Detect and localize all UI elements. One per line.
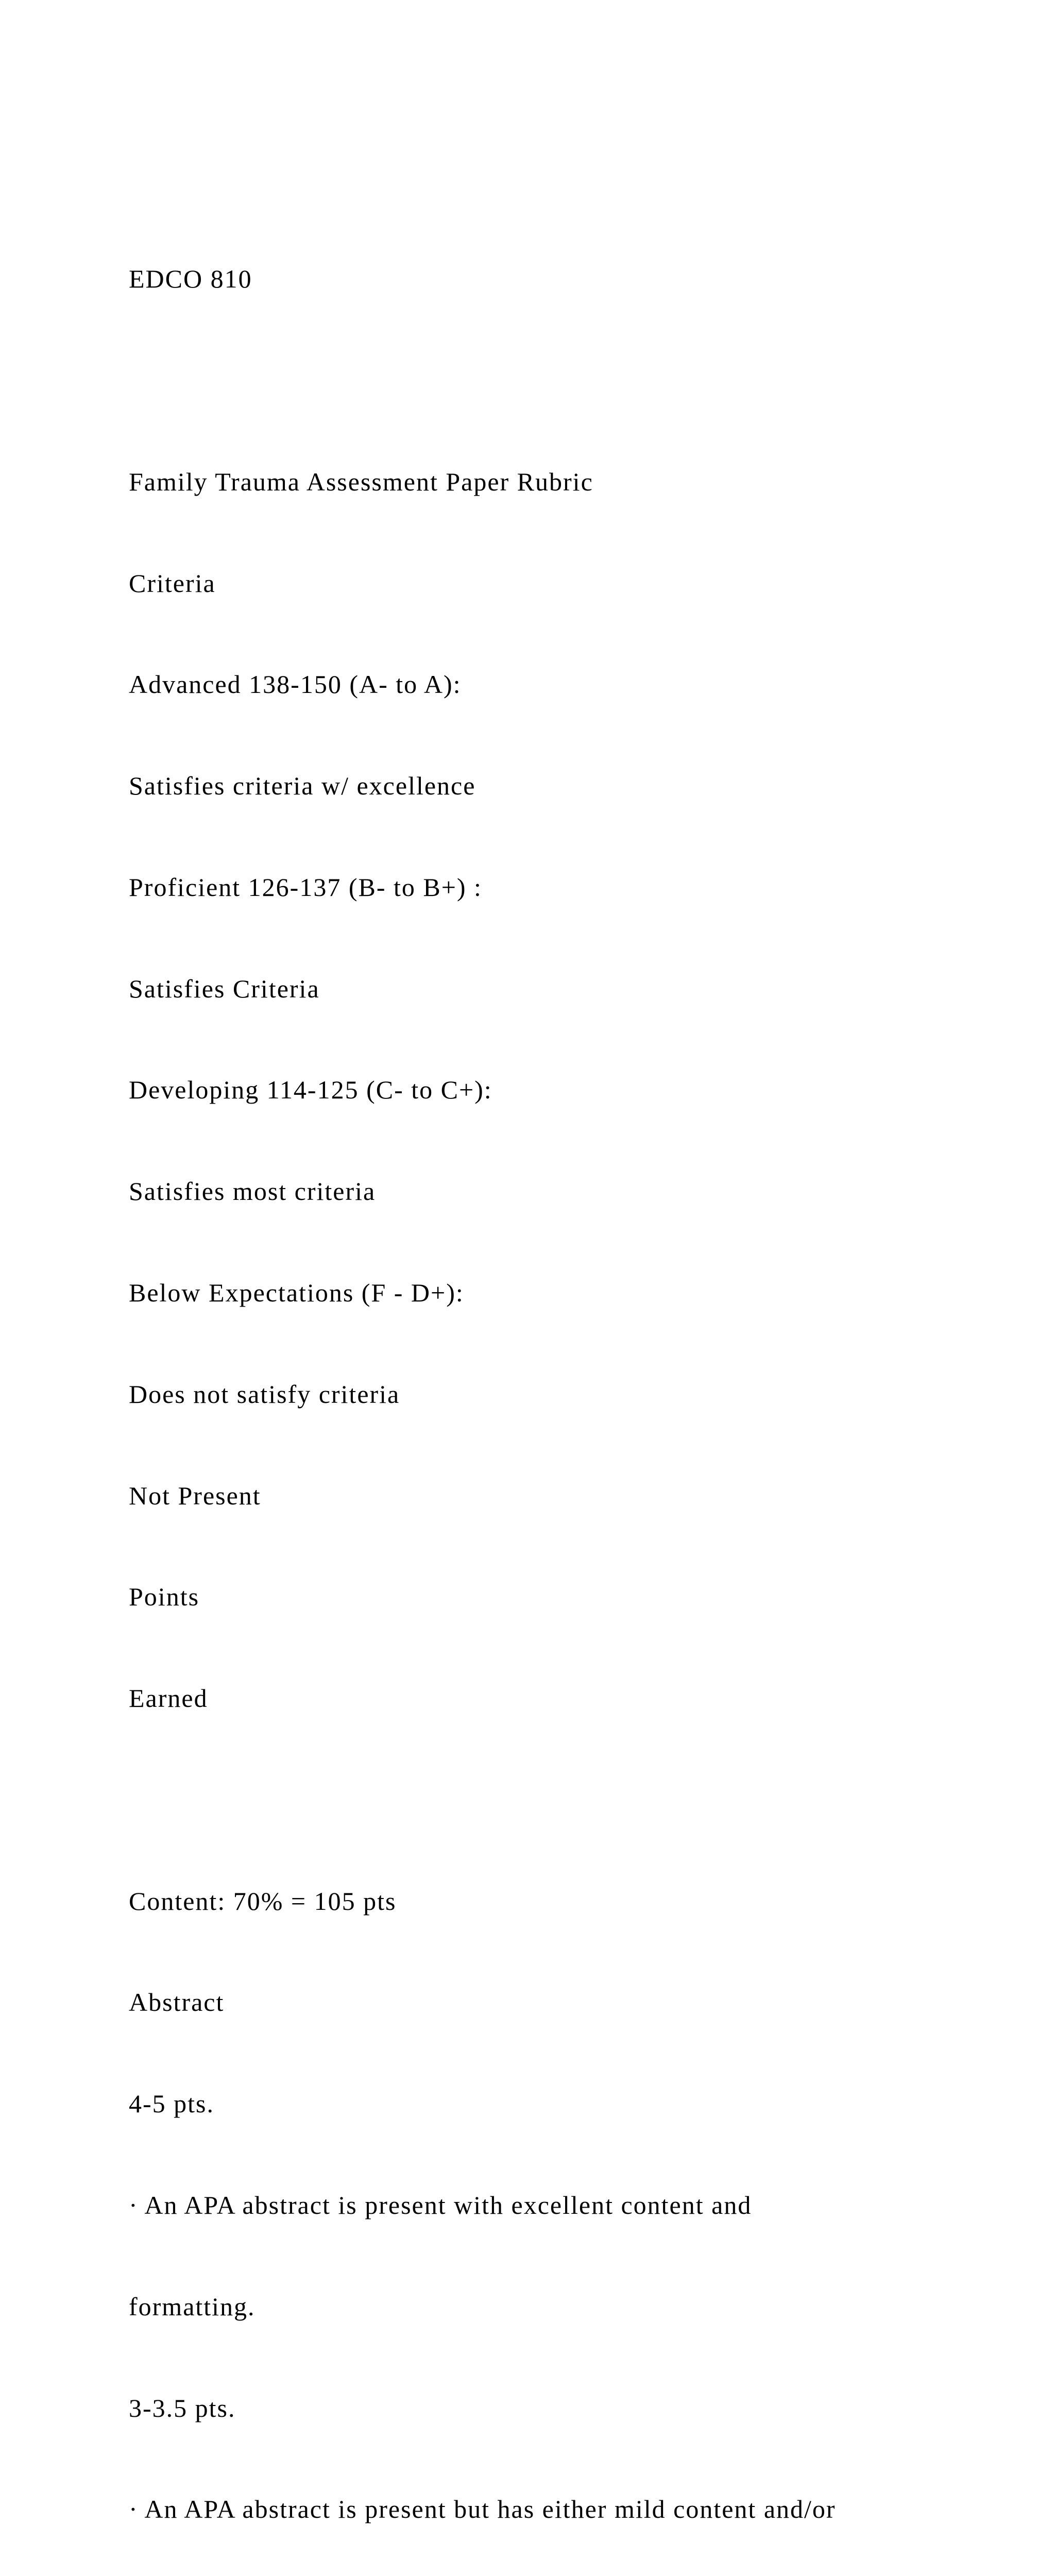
abstract-proficient-pts: 3-3.5 pts. <box>129 2393 236 2422</box>
course-code: EDCO 810 <box>129 264 252 294</box>
header-proficient-desc: Satisfies Criteria <box>129 974 320 1003</box>
abstract-title: Abstract <box>129 1988 225 2017</box>
abstract-proficient-desc-1: · An APA abstract is present but has either mild content and/or <box>129 2495 836 2524</box>
header-developing: Developing 114-125 (C- to C+): <box>129 1075 492 1105</box>
header-criteria: Criteria <box>129 568 216 598</box>
header-advanced-desc: Satisfies criteria w/ excellence <box>129 771 476 801</box>
document-title: Family Trauma Assessment Paper Rubric <box>129 467 593 496</box>
header-below-desc: Does not satisfy criteria <box>129 1379 400 1409</box>
spacer <box>129 364 1005 398</box>
spacer <box>129 1783 1005 1817</box>
header-developing-desc: Satisfies most criteria <box>129 1177 376 1206</box>
header-proficient: Proficient 126-137 (B- to B+) : <box>129 872 482 902</box>
rubric-text <box>129 195 1005 2576</box>
header-points: Points <box>129 1582 200 1612</box>
header-advanced: Advanced 138-150 (A- to A): <box>129 670 462 699</box>
header-not-present: Not Present <box>129 1481 261 1510</box>
abstract-advanced-pts: 4-5 pts. <box>129 2089 214 2119</box>
abstract-advanced-desc-2: formatting. <box>129 2292 256 2321</box>
header-earned: Earned <box>129 1684 208 1713</box>
header-below: Below Expectations (F - D+): <box>129 1278 464 1307</box>
content-section-heading: Content: 70% = 105 pts <box>129 1886 397 1916</box>
abstract-advanced-desc-1: · An APA abstract is present with excellent content and <box>129 2191 752 2220</box>
